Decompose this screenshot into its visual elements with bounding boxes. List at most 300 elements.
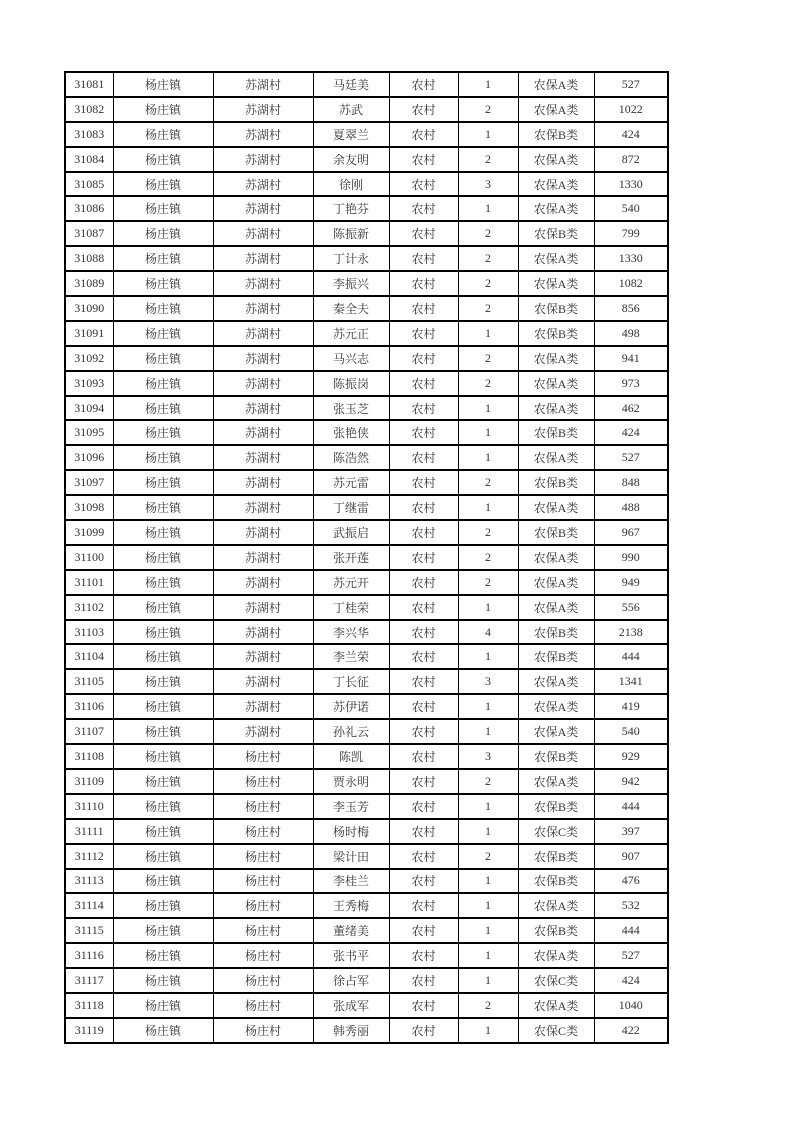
cell-person-name: 苏元雷: [313, 470, 389, 495]
cell-town: 杨庄镇: [113, 122, 213, 147]
cell-insurance-category: 农保A类: [518, 172, 594, 197]
table-row: [65, 420, 668, 445]
cell-amount: 973: [594, 371, 668, 396]
cell-person-count: 2: [458, 221, 518, 246]
cell-person-count: 2: [458, 570, 518, 595]
cell-insurance-category: 农保A类: [518, 993, 594, 1018]
cell-amount: 397: [594, 819, 668, 844]
cell-town: 杨庄镇: [113, 246, 213, 271]
cell-amount: 424: [594, 122, 668, 147]
cell-amount: 462: [594, 396, 668, 421]
cell-person-count: 1: [458, 694, 518, 719]
cell-record-id: 31096: [65, 445, 113, 470]
cell-insurance-category: 农保B类: [518, 470, 594, 495]
table-row: [65, 869, 668, 894]
cell-person-count: 1: [458, 196, 518, 221]
table-row: [65, 396, 668, 421]
cell-village: 杨庄村: [213, 769, 313, 794]
cell-residence-type: 农村: [389, 495, 458, 520]
cell-person-name: 苏元开: [313, 570, 389, 595]
cell-residence-type: 农村: [389, 420, 458, 445]
cell-amount: 1330: [594, 246, 668, 271]
table-row: [65, 669, 668, 694]
cell-person-count: 2: [458, 371, 518, 396]
table-row: [65, 844, 668, 869]
cell-village: 杨庄村: [213, 943, 313, 968]
table-row: [65, 744, 668, 769]
cell-person-count: 2: [458, 97, 518, 122]
cell-town: 杨庄镇: [113, 769, 213, 794]
cell-amount: 872: [594, 147, 668, 172]
cell-record-id: 31110: [65, 794, 113, 819]
cell-amount: 2138: [594, 620, 668, 645]
cell-insurance-category: 农保B类: [518, 644, 594, 669]
cell-town: 杨庄镇: [113, 97, 213, 122]
cell-record-id: 31106: [65, 694, 113, 719]
cell-person-name: 马廷美: [313, 72, 389, 97]
cell-insurance-category: 农保B类: [518, 221, 594, 246]
cell-village: 苏湖村: [213, 520, 313, 545]
cell-residence-type: 农村: [389, 296, 458, 321]
cell-town: 杨庄镇: [113, 221, 213, 246]
cell-town: 杨庄镇: [113, 271, 213, 296]
cell-amount: 540: [594, 196, 668, 221]
cell-person-name: 陈凯: [313, 744, 389, 769]
cell-town: 杨庄镇: [113, 644, 213, 669]
cell-town: 杨庄镇: [113, 545, 213, 570]
cell-person-name: 董绪美: [313, 918, 389, 943]
cell-residence-type: 农村: [389, 196, 458, 221]
table-row: [65, 620, 668, 645]
cell-town: 杨庄镇: [113, 968, 213, 993]
table-body: [65, 72, 668, 1043]
cell-residence-type: 农村: [389, 346, 458, 371]
cell-person-count: 2: [458, 470, 518, 495]
table-row: [65, 918, 668, 943]
cell-amount: 424: [594, 968, 668, 993]
cell-person-count: 1: [458, 396, 518, 421]
cell-record-id: 31107: [65, 719, 113, 744]
cell-village: 苏湖村: [213, 644, 313, 669]
cell-town: 杨庄镇: [113, 72, 213, 97]
cell-village: 苏湖村: [213, 445, 313, 470]
cell-person-name: 张艳侠: [313, 420, 389, 445]
cell-insurance-category: 农保A类: [518, 72, 594, 97]
cell-residence-type: 农村: [389, 371, 458, 396]
cell-person-name: 王秀梅: [313, 893, 389, 918]
cell-insurance-category: 农保B类: [518, 420, 594, 445]
cell-person-count: 1: [458, 819, 518, 844]
cell-record-id: 31101: [65, 570, 113, 595]
cell-person-count: 1: [458, 72, 518, 97]
table-row: [65, 993, 668, 1018]
cell-record-id: 31094: [65, 396, 113, 421]
cell-residence-type: 农村: [389, 669, 458, 694]
cell-insurance-category: 农保B类: [518, 620, 594, 645]
cell-residence-type: 农村: [389, 993, 458, 1018]
table-row: [65, 346, 668, 371]
cell-person-count: 2: [458, 147, 518, 172]
cell-amount: 444: [594, 918, 668, 943]
cell-village: 苏湖村: [213, 147, 313, 172]
cell-record-id: 31085: [65, 172, 113, 197]
cell-residence-type: 农村: [389, 570, 458, 595]
cell-person-count: 1: [458, 420, 518, 445]
table-row: [65, 172, 668, 197]
cell-person-count: 3: [458, 744, 518, 769]
cell-person-count: 1: [458, 869, 518, 894]
cell-residence-type: 农村: [389, 744, 458, 769]
cell-town: 杨庄镇: [113, 445, 213, 470]
cell-record-id: 31118: [65, 993, 113, 1018]
cell-person-name: 陈振岗: [313, 371, 389, 396]
cell-residence-type: 农村: [389, 470, 458, 495]
cell-village: 苏湖村: [213, 196, 313, 221]
cell-record-id: 31097: [65, 470, 113, 495]
cell-record-id: 31114: [65, 893, 113, 918]
cell-record-id: 31104: [65, 644, 113, 669]
table-row: [65, 147, 668, 172]
cell-person-count: 1: [458, 321, 518, 346]
cell-village: 杨庄村: [213, 844, 313, 869]
cell-village: 苏湖村: [213, 97, 313, 122]
table-row: [65, 1018, 668, 1043]
cell-residence-type: 农村: [389, 97, 458, 122]
cell-village: 苏湖村: [213, 570, 313, 595]
cell-amount: 527: [594, 445, 668, 470]
cell-village: 苏湖村: [213, 122, 313, 147]
cell-person-count: 3: [458, 669, 518, 694]
cell-amount: 444: [594, 794, 668, 819]
cell-town: 杨庄镇: [113, 719, 213, 744]
cell-person-name: 李兰荣: [313, 644, 389, 669]
cell-person-name: 李桂兰: [313, 869, 389, 894]
cell-person-name: 武振启: [313, 520, 389, 545]
cell-town: 杨庄镇: [113, 346, 213, 371]
cell-residence-type: 农村: [389, 819, 458, 844]
cell-person-count: 2: [458, 769, 518, 794]
cell-village: 苏湖村: [213, 321, 313, 346]
cell-residence-type: 农村: [389, 620, 458, 645]
cell-person-name: 张成军: [313, 993, 389, 1018]
cell-insurance-category: 农保A类: [518, 719, 594, 744]
cell-residence-type: 农村: [389, 595, 458, 620]
cell-insurance-category: 农保A类: [518, 271, 594, 296]
cell-record-id: 31102: [65, 595, 113, 620]
cell-town: 杨庄镇: [113, 869, 213, 894]
cell-record-id: 31088: [65, 246, 113, 271]
cell-person-name: 贾永明: [313, 769, 389, 794]
cell-insurance-category: 农保A类: [518, 769, 594, 794]
cell-insurance-category: 农保C类: [518, 968, 594, 993]
cell-amount: 856: [594, 296, 668, 321]
cell-person-name: 丁继雷: [313, 495, 389, 520]
cell-town: 杨庄镇: [113, 147, 213, 172]
cell-village: 杨庄村: [213, 794, 313, 819]
cell-village: 苏湖村: [213, 296, 313, 321]
cell-insurance-category: 农保A类: [518, 97, 594, 122]
cell-amount: 848: [594, 470, 668, 495]
cell-amount: 424: [594, 420, 668, 445]
cell-record-id: 31092: [65, 346, 113, 371]
cell-amount: 476: [594, 869, 668, 894]
cell-person-count: 2: [458, 545, 518, 570]
table-row: [65, 296, 668, 321]
cell-record-id: 31095: [65, 420, 113, 445]
cell-record-id: 31090: [65, 296, 113, 321]
cell-record-id: 31100: [65, 545, 113, 570]
cell-residence-type: 农村: [389, 396, 458, 421]
table-row: [65, 769, 668, 794]
cell-residence-type: 农村: [389, 72, 458, 97]
cell-village: 杨庄村: [213, 744, 313, 769]
cell-residence-type: 农村: [389, 968, 458, 993]
cell-person-name: 徐占军: [313, 968, 389, 993]
cell-residence-type: 农村: [389, 769, 458, 794]
cell-person-count: 3: [458, 172, 518, 197]
cell-insurance-category: 农保A类: [518, 669, 594, 694]
cell-record-id: 31082: [65, 97, 113, 122]
cell-amount: 929: [594, 744, 668, 769]
cell-insurance-category: 农保B类: [518, 869, 594, 894]
cell-town: 杨庄镇: [113, 744, 213, 769]
cell-person-name: 马兴志: [313, 346, 389, 371]
cell-amount: 444: [594, 644, 668, 669]
cell-village: 苏湖村: [213, 72, 313, 97]
cell-record-id: 31116: [65, 943, 113, 968]
cell-village: 苏湖村: [213, 371, 313, 396]
cell-insurance-category: 农保A类: [518, 147, 594, 172]
cell-insurance-category: 农保C类: [518, 1018, 594, 1043]
cell-town: 杨庄镇: [113, 943, 213, 968]
cell-town: 杨庄镇: [113, 819, 213, 844]
cell-person-name: 杨时梅: [313, 819, 389, 844]
cell-insurance-category: 农保A类: [518, 694, 594, 719]
cell-town: 杨庄镇: [113, 570, 213, 595]
cell-town: 杨庄镇: [113, 893, 213, 918]
cell-person-name: 李玉芳: [313, 794, 389, 819]
cell-record-id: 31109: [65, 769, 113, 794]
cell-town: 杨庄镇: [113, 595, 213, 620]
cell-person-count: 1: [458, 893, 518, 918]
table-row: [65, 321, 668, 346]
cell-person-count: 1: [458, 445, 518, 470]
cell-residence-type: 农村: [389, 943, 458, 968]
cell-amount: 941: [594, 346, 668, 371]
cell-insurance-category: 农保A类: [518, 445, 594, 470]
cell-record-id: 31111: [65, 819, 113, 844]
table-row: [65, 445, 668, 470]
cell-residence-type: 农村: [389, 918, 458, 943]
cell-amount: 527: [594, 943, 668, 968]
cell-town: 杨庄镇: [113, 396, 213, 421]
cell-town: 杨庄镇: [113, 520, 213, 545]
cell-record-id: 31083: [65, 122, 113, 147]
cell-record-id: 31093: [65, 371, 113, 396]
cell-insurance-category: 农保A类: [518, 893, 594, 918]
cell-village: 苏湖村: [213, 620, 313, 645]
cell-person-name: 徐刚: [313, 172, 389, 197]
table-row: [65, 644, 668, 669]
cell-person-count: 1: [458, 122, 518, 147]
cell-village: 苏湖村: [213, 470, 313, 495]
cell-person-name: 陈浩然: [313, 445, 389, 470]
cell-insurance-category: 农保B类: [518, 296, 594, 321]
cell-village: 苏湖村: [213, 595, 313, 620]
cell-village: 苏湖村: [213, 495, 313, 520]
cell-person-count: 1: [458, 495, 518, 520]
cell-person-count: 1: [458, 644, 518, 669]
table-row: [65, 271, 668, 296]
cell-amount: 422: [594, 1018, 668, 1043]
cell-record-id: 31089: [65, 271, 113, 296]
cell-residence-type: 农村: [389, 271, 458, 296]
cell-person-name: 陈振新: [313, 221, 389, 246]
cell-residence-type: 农村: [389, 893, 458, 918]
cell-amount: 488: [594, 495, 668, 520]
cell-person-name: 张书平: [313, 943, 389, 968]
cell-person-name: 张开莲: [313, 545, 389, 570]
cell-town: 杨庄镇: [113, 844, 213, 869]
cell-village: 苏湖村: [213, 271, 313, 296]
cell-village: 杨庄村: [213, 968, 313, 993]
table-row: [65, 122, 668, 147]
cell-residence-type: 农村: [389, 321, 458, 346]
cell-residence-type: 农村: [389, 869, 458, 894]
cell-town: 杨庄镇: [113, 694, 213, 719]
cell-amount: 1022: [594, 97, 668, 122]
cell-person-name: 丁计永: [313, 246, 389, 271]
cell-insurance-category: 农保A类: [518, 196, 594, 221]
table-row: [65, 72, 668, 97]
cell-person-name: 孙礼云: [313, 719, 389, 744]
cell-village: 苏湖村: [213, 669, 313, 694]
cell-record-id: 31084: [65, 147, 113, 172]
cell-residence-type: 农村: [389, 844, 458, 869]
cell-town: 杨庄镇: [113, 321, 213, 346]
cell-residence-type: 农村: [389, 694, 458, 719]
cell-person-count: 2: [458, 346, 518, 371]
insurance-benefits-table: [64, 71, 669, 1044]
cell-village: 苏湖村: [213, 694, 313, 719]
cell-insurance-category: 农保A类: [518, 371, 594, 396]
cell-person-name: 李振兴: [313, 271, 389, 296]
cell-village: 杨庄村: [213, 819, 313, 844]
table-row: [65, 371, 668, 396]
cell-person-count: 1: [458, 1018, 518, 1043]
cell-village: 杨庄村: [213, 1018, 313, 1043]
cell-person-name: 夏翠兰: [313, 122, 389, 147]
cell-village: 杨庄村: [213, 893, 313, 918]
table-row: [65, 495, 668, 520]
cell-insurance-category: 农保B类: [518, 794, 594, 819]
table-row: [65, 968, 668, 993]
table-row: [65, 893, 668, 918]
cell-residence-type: 农村: [389, 719, 458, 744]
cell-residence-type: 农村: [389, 545, 458, 570]
table-row: [65, 794, 668, 819]
table-row: [65, 595, 668, 620]
cell-town: 杨庄镇: [113, 470, 213, 495]
cell-person-name: 丁桂荣: [313, 595, 389, 620]
cell-record-id: 31119: [65, 1018, 113, 1043]
cell-village: 苏湖村: [213, 420, 313, 445]
cell-record-id: 31099: [65, 520, 113, 545]
cell-insurance-category: 农保A类: [518, 495, 594, 520]
cell-village: 杨庄村: [213, 993, 313, 1018]
cell-insurance-category: 农保A类: [518, 396, 594, 421]
cell-amount: 532: [594, 893, 668, 918]
cell-record-id: 31098: [65, 495, 113, 520]
cell-town: 杨庄镇: [113, 918, 213, 943]
cell-person-count: 2: [458, 520, 518, 545]
cell-residence-type: 农村: [389, 147, 458, 172]
cell-insurance-category: 农保A类: [518, 595, 594, 620]
table-row: [65, 221, 668, 246]
cell-town: 杨庄镇: [113, 420, 213, 445]
cell-amount: 949: [594, 570, 668, 595]
cell-record-id: 31113: [65, 869, 113, 894]
cell-amount: 498: [594, 321, 668, 346]
table-row: [65, 545, 668, 570]
cell-person-name: 苏元正: [313, 321, 389, 346]
cell-record-id: 31091: [65, 321, 113, 346]
table-row: [65, 520, 668, 545]
cell-record-id: 31105: [65, 669, 113, 694]
table-row: [65, 196, 668, 221]
cell-village: 杨庄村: [213, 918, 313, 943]
cell-insurance-category: 农保A类: [518, 346, 594, 371]
cell-amount: 967: [594, 520, 668, 545]
cell-record-id: 31108: [65, 744, 113, 769]
cell-person-count: 1: [458, 943, 518, 968]
cell-record-id: 31115: [65, 918, 113, 943]
cell-amount: 556: [594, 595, 668, 620]
cell-insurance-category: 农保A类: [518, 943, 594, 968]
cell-amount: 942: [594, 769, 668, 794]
cell-person-name: 余友明: [313, 147, 389, 172]
table-row: [65, 694, 668, 719]
cell-person-count: 1: [458, 918, 518, 943]
cell-person-name: 秦全夫: [313, 296, 389, 321]
table-row: [65, 97, 668, 122]
cell-person-count: 2: [458, 271, 518, 296]
cell-person-count: 2: [458, 844, 518, 869]
cell-person-count: 2: [458, 246, 518, 271]
cell-village: 苏湖村: [213, 545, 313, 570]
cell-record-id: 31087: [65, 221, 113, 246]
cell-village: 杨庄村: [213, 869, 313, 894]
cell-amount: 1082: [594, 271, 668, 296]
cell-insurance-category: 农保B类: [518, 520, 594, 545]
cell-record-id: 31081: [65, 72, 113, 97]
cell-village: 苏湖村: [213, 221, 313, 246]
cell-person-name: 苏武: [313, 97, 389, 122]
cell-residence-type: 农村: [389, 221, 458, 246]
cell-person-name: 丁艳芬: [313, 196, 389, 221]
cell-residence-type: 农村: [389, 172, 458, 197]
cell-town: 杨庄镇: [113, 794, 213, 819]
table-row: [65, 943, 668, 968]
cell-village: 苏湖村: [213, 172, 313, 197]
cell-person-name: 韩秀丽: [313, 1018, 389, 1043]
cell-village: 苏湖村: [213, 396, 313, 421]
cell-amount: 1341: [594, 669, 668, 694]
cell-record-id: 31086: [65, 196, 113, 221]
cell-town: 杨庄镇: [113, 993, 213, 1018]
table-row: [65, 246, 668, 271]
table-row: [65, 570, 668, 595]
